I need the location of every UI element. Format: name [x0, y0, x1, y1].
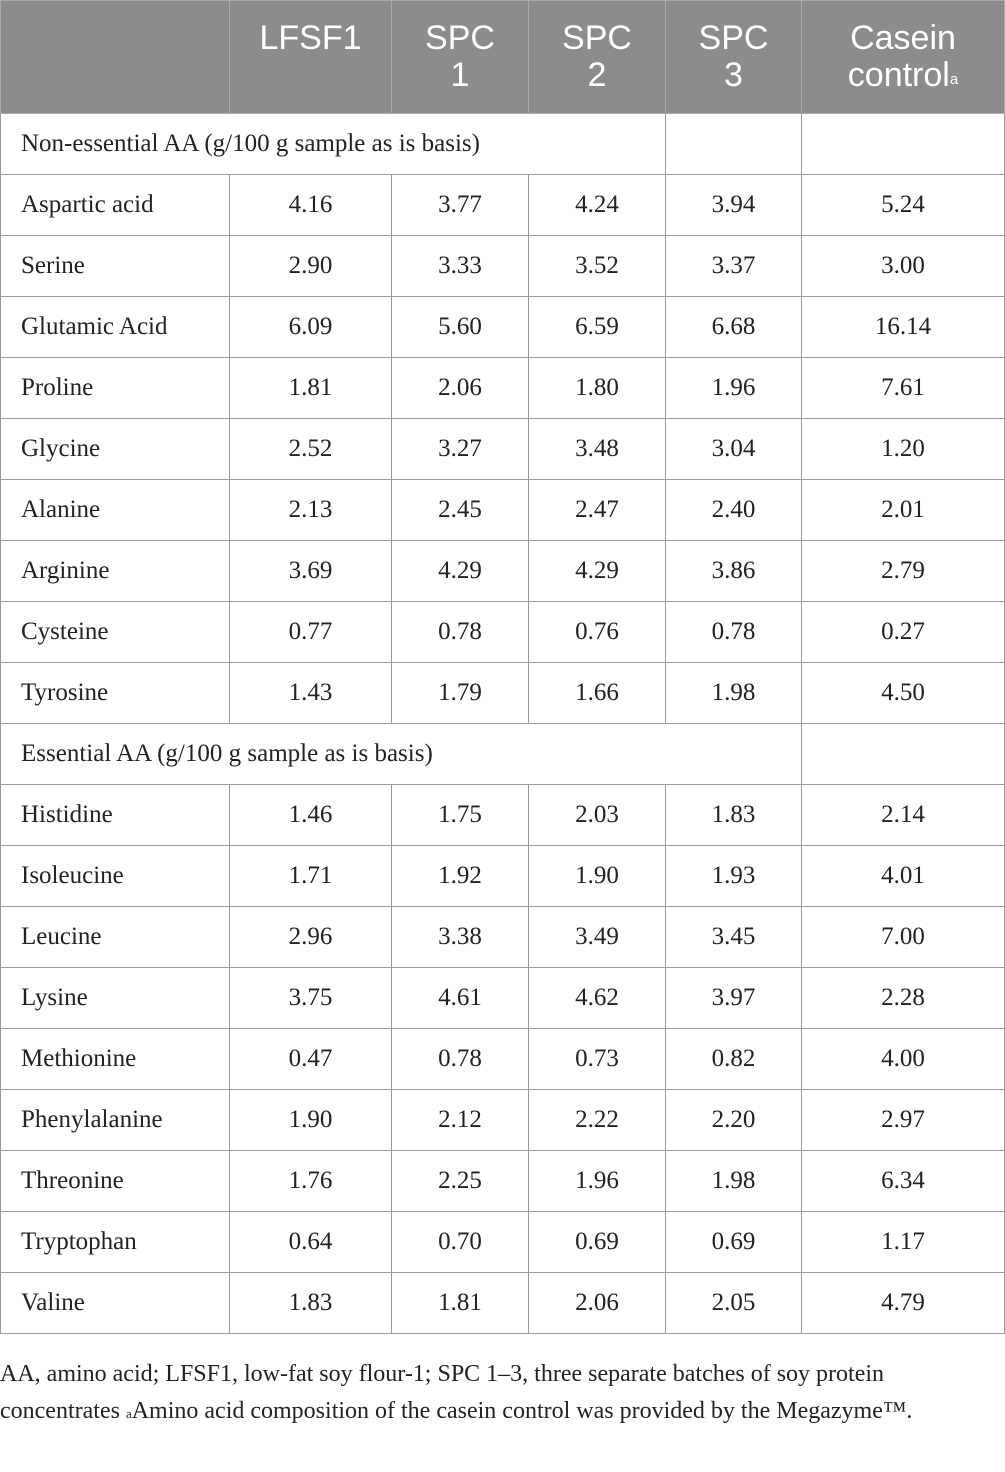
value-cell: 3.49: [529, 907, 666, 968]
value-cell: 1.17: [802, 1212, 1005, 1273]
value-cell: 0.77: [230, 602, 392, 663]
value-cell: 1.81: [230, 358, 392, 419]
value-cell: 2.05: [666, 1273, 802, 1334]
value-cell: 4.50: [802, 663, 1005, 724]
value-cell: 6.34: [802, 1151, 1005, 1212]
footnote-note: Amino acid composition of the casein control was provided by the Megazyme™.: [131, 1398, 913, 1424]
value-cell: 4.29: [529, 541, 666, 602]
value-cell: 2.22: [529, 1090, 666, 1151]
empty-cell: [666, 114, 802, 175]
value-cell: 1.71: [230, 846, 392, 907]
value-cell: 0.70: [392, 1212, 529, 1273]
row-label: Isoleucine: [1, 846, 230, 907]
value-cell: 1.96: [529, 1151, 666, 1212]
value-cell: 3.37: [666, 236, 802, 297]
header-empty: [1, 1, 230, 114]
value-cell: 2.40: [666, 480, 802, 541]
value-cell: 2.47: [529, 480, 666, 541]
header-casein-sup: a: [949, 71, 959, 88]
value-cell: 5.60: [392, 297, 529, 358]
value-cell: 0.69: [529, 1212, 666, 1273]
value-cell: 1.20: [802, 419, 1005, 480]
empty-cell: [802, 114, 1005, 175]
value-cell: 3.38: [392, 907, 529, 968]
value-cell: 2.14: [802, 785, 1005, 846]
value-cell: 1.79: [392, 663, 529, 724]
value-cell: 1.93: [666, 846, 802, 907]
value-cell: 0.64: [230, 1212, 392, 1273]
value-cell: 4.16: [230, 175, 392, 236]
footnote-sup: a: [125, 1406, 132, 1421]
value-cell: 0.27: [802, 602, 1005, 663]
table-row: [1, 846, 1005, 907]
header-spc2: SPC 2: [529, 1, 666, 114]
value-cell: 16.14: [802, 297, 1005, 358]
value-cell: 4.29: [392, 541, 529, 602]
row-label: Glycine: [1, 419, 230, 480]
row-label: Tyrosine: [1, 663, 230, 724]
row-label: Alanine: [1, 480, 230, 541]
table-row: [1, 236, 1005, 297]
table-body: [1, 114, 1005, 1334]
table-row: [1, 480, 1005, 541]
footnote-abbreviations: AA, amino acid; LFSF1, low-fat soy flour-1; SPC 1–3, three separate batches of soy protein concentrates: [0, 1361, 885, 1424]
table-row: [1, 907, 1005, 968]
value-cell: 1.92: [392, 846, 529, 907]
value-cell: 3.75: [230, 968, 392, 1029]
value-cell: 0.76: [529, 602, 666, 663]
value-cell: 3.04: [666, 419, 802, 480]
value-cell: 0.78: [392, 602, 529, 663]
table-row: [1, 1212, 1005, 1273]
value-cell: 1.66: [529, 663, 666, 724]
value-cell: 7.61: [802, 358, 1005, 419]
value-cell: 2.45: [392, 480, 529, 541]
row-label: Aspartic acid: [1, 175, 230, 236]
table-row: [1, 1273, 1005, 1334]
value-cell: 3.48: [529, 419, 666, 480]
row-label: Phenylalanine: [1, 1090, 230, 1151]
header-lfsf1: LFSF1: [230, 1, 392, 114]
table-footnote: [0, 1356, 1000, 1430]
table-row: [1, 541, 1005, 602]
value-cell: 6.68: [666, 297, 802, 358]
value-cell: 2.97: [802, 1090, 1005, 1151]
value-cell: 0.78: [392, 1029, 529, 1090]
row-label: Threonine: [1, 1151, 230, 1212]
value-cell: 3.52: [529, 236, 666, 297]
value-cell: 2.12: [392, 1090, 529, 1151]
value-cell: 6.59: [529, 297, 666, 358]
row-label: Proline: [1, 358, 230, 419]
header-casein-label: Casein control: [847, 19, 956, 94]
value-cell: 1.81: [392, 1273, 529, 1334]
value-cell: 5.24: [802, 175, 1005, 236]
section-row: [1, 114, 1005, 175]
table-row: [1, 419, 1005, 480]
value-cell: 3.00: [802, 236, 1005, 297]
value-cell: 4.79: [802, 1273, 1005, 1334]
value-cell: 7.00: [802, 907, 1005, 968]
value-cell: 1.43: [230, 663, 392, 724]
value-cell: 1.83: [666, 785, 802, 846]
row-label: Histidine: [1, 785, 230, 846]
value-cell: 3.33: [392, 236, 529, 297]
value-cell: 4.62: [529, 968, 666, 1029]
table-row: [1, 785, 1005, 846]
table-row: [1, 602, 1005, 663]
value-cell: 2.79: [802, 541, 1005, 602]
section-title: Non-essential AA (g/100 g sample as is basis): [1, 114, 666, 175]
value-cell: 1.98: [666, 663, 802, 724]
value-cell: 1.76: [230, 1151, 392, 1212]
table-row: [1, 663, 1005, 724]
value-cell: 3.77: [392, 175, 529, 236]
value-cell: 4.61: [392, 968, 529, 1029]
empty-cell: [802, 724, 1005, 785]
table-row: [1, 297, 1005, 358]
value-cell: 3.86: [666, 541, 802, 602]
row-label: Valine: [1, 1273, 230, 1334]
value-cell: 1.96: [666, 358, 802, 419]
value-cell: 2.90: [230, 236, 392, 297]
value-cell: 2.03: [529, 785, 666, 846]
value-cell: 3.45: [666, 907, 802, 968]
value-cell: 4.24: [529, 175, 666, 236]
value-cell: 2.52: [230, 419, 392, 480]
value-cell: 1.46: [230, 785, 392, 846]
value-cell: 1.75: [392, 785, 529, 846]
value-cell: 4.01: [802, 846, 1005, 907]
row-label: Tryptophan: [1, 1212, 230, 1273]
value-cell: 1.98: [666, 1151, 802, 1212]
table-row: [1, 358, 1005, 419]
row-label: Arginine: [1, 541, 230, 602]
value-cell: 4.00: [802, 1029, 1005, 1090]
value-cell: 2.96: [230, 907, 392, 968]
value-cell: 2.28: [802, 968, 1005, 1029]
section-row: [1, 724, 1005, 785]
value-cell: 1.83: [230, 1273, 392, 1334]
value-cell: 0.47: [230, 1029, 392, 1090]
value-cell: 2.01: [802, 480, 1005, 541]
value-cell: 6.09: [230, 297, 392, 358]
row-label: Serine: [1, 236, 230, 297]
value-cell: 3.97: [666, 968, 802, 1029]
row-label: Leucine: [1, 907, 230, 968]
value-cell: 2.20: [666, 1090, 802, 1151]
value-cell: 1.90: [230, 1090, 392, 1151]
value-cell: 3.69: [230, 541, 392, 602]
value-cell: 0.73: [529, 1029, 666, 1090]
value-cell: 0.78: [666, 602, 802, 663]
value-cell: 3.27: [392, 419, 529, 480]
row-label: Methionine: [1, 1029, 230, 1090]
value-cell: 0.82: [666, 1029, 802, 1090]
header-spc3: SPC 3: [666, 1, 802, 114]
value-cell: 2.25: [392, 1151, 529, 1212]
value-cell: 3.94: [666, 175, 802, 236]
header-row: [1, 1, 1005, 114]
value-cell: 2.13: [230, 480, 392, 541]
header-spc1: SPC 1: [392, 1, 529, 114]
value-cell: 2.06: [392, 358, 529, 419]
row-label: Lysine: [1, 968, 230, 1029]
table-row: [1, 1029, 1005, 1090]
row-label: Cysteine: [1, 602, 230, 663]
value-cell: 2.06: [529, 1273, 666, 1334]
table-row: [1, 175, 1005, 236]
value-cell: 1.80: [529, 358, 666, 419]
table-row: [1, 1090, 1005, 1151]
table-row: [1, 968, 1005, 1029]
row-label: Glutamic Acid: [1, 297, 230, 358]
table-row: [1, 1151, 1005, 1212]
header-casein: [802, 1, 1005, 114]
section-title: Essential AA (g/100 g sample as is basis): [1, 724, 802, 785]
value-cell: 1.90: [529, 846, 666, 907]
value-cell: 0.69: [666, 1212, 802, 1273]
